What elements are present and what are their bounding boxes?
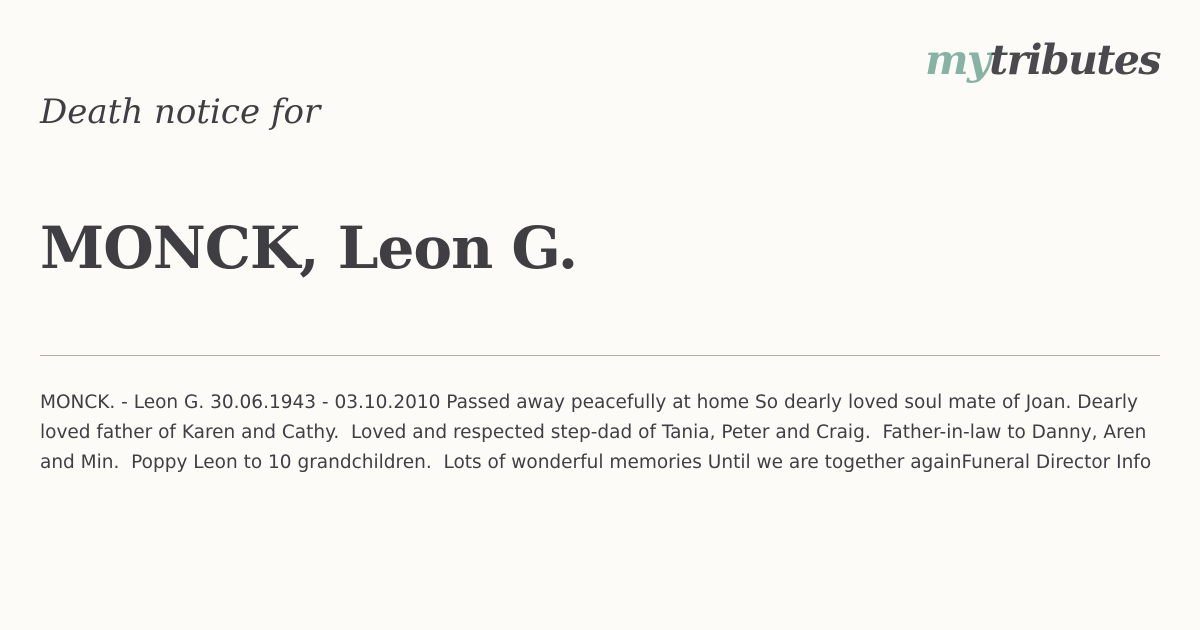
mytributes-logo[interactable] xyxy=(925,34,1160,86)
logo-part-tributes: tributes xyxy=(989,36,1160,84)
logo-part-my: my xyxy=(925,36,990,84)
notice-body: MONCK. - Leon G. 30.06.1943 - 03.10.2010 Passed away peacefully at home So dearly loved soul mate of Joan. Dearly loved father of Karen and Cathy. Loved and respected step-dad of Tania, Peter and Craig. Father-in-law to Danny, Aren and Min. Poppy Leon to 10 grandchildren. Lots of wonderful memories Until we are together againFuneral Director Info xyxy=(40,392,1153,473)
deceased-name: MONCK, Leon G. xyxy=(40,214,578,282)
notice-heading: Death notice for xyxy=(40,92,321,132)
divider xyxy=(40,355,1160,356)
